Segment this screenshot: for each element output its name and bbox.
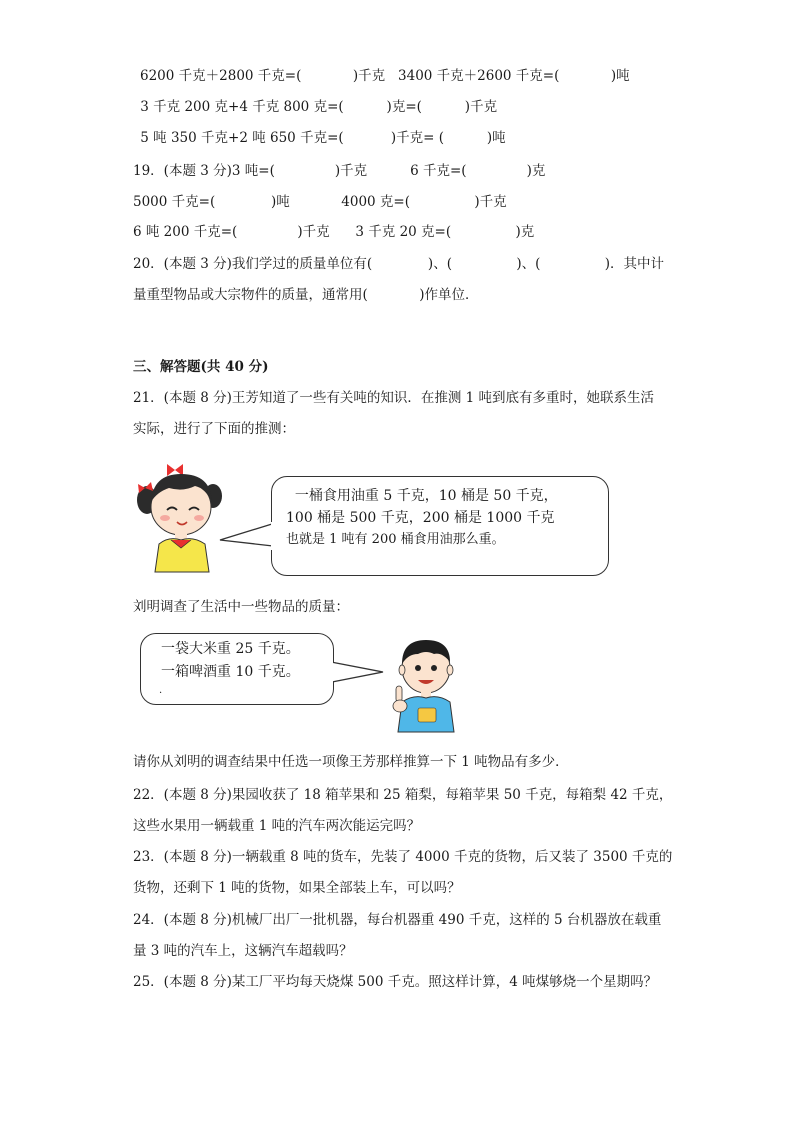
question-21-line: 实际，进行了下面的推测： xyxy=(133,421,295,437)
question-23-line: 货物，还剩下 1 吨的货物，如果全部装上车，可以吗？ xyxy=(133,880,461,896)
exercise-line: 3 千克 200 克+4 千克 800 克=( )克=( )千克 xyxy=(136,99,498,115)
question-24: 24．(本题 8 分)机械厂出厂一批机器，每台机器重 490 千克，这样的 5 台机器放在载重 xyxy=(133,912,662,928)
question-21: 21．(本题 8 分)王芳知道了一些有关吨的知识．在推测 1 吨到底有多重时，她联系生活 xyxy=(133,390,655,406)
question-24-line: 量 3 吨的汽车上，这辆汽车超载吗？ xyxy=(133,943,353,959)
bubble-text: 一袋大米重 25 千克。 xyxy=(161,641,300,657)
bubble-text: 一桶食用油重 5 千克，10 桶是 50 千克， xyxy=(286,488,558,504)
question-20: 20．(本题 3 分)我们学过的质量单位有( )、( )、( )．其中计 xyxy=(133,256,665,272)
bubble-pointer xyxy=(329,660,389,690)
liuming-intro: 刘明调查了生活中一些物品的质量： xyxy=(133,599,349,615)
girl-illustration xyxy=(135,462,225,572)
bubble-text: 100 桶是 500 千克，200 桶是 1000 千克 xyxy=(286,510,555,526)
bubble-text: . xyxy=(159,685,163,696)
boy-illustration xyxy=(390,632,460,732)
exercise-line: 5 吨 350 千克+2 吨 650 千克=( )千克= ( )吨 xyxy=(136,130,506,146)
section-title: 三、解答题(共 40 分) xyxy=(133,359,269,375)
speech-bubble-wangfang xyxy=(271,476,609,576)
bubble-text: 一箱啤酒重 10 千克。 xyxy=(161,664,300,680)
question-19-line: 5000 千克=( )吨 4000 克=( )千克 xyxy=(133,194,507,210)
question-23: 23．(本题 8 分)一辆载重 8 吨的货车，先装了 4000 千克的货物，后又装了 3500 千克的 xyxy=(133,849,673,865)
question-20-line: 量重型物品或大宗物件的质量，通常用( )作单位． xyxy=(133,287,479,303)
question-19-line: 6 吨 200 千克=( )千克 3 千克 20 克=( )克 xyxy=(133,224,535,240)
question-19: 19．(本题 3 分)3 吨=( )千克 6 千克=( )克 xyxy=(133,163,546,179)
question-22: 22．(本题 8 分)果园收获了 18 箱苹果和 25 箱梨，每箱苹果 50 千克，每箱梨 42 千克， xyxy=(133,787,673,803)
question-25: 25．(本题 8 分)某工厂平均每天烧煤 500 千克。照这样计算，4 吨煤够烧一个星期吗？ xyxy=(133,974,658,990)
bubble-text: 也就是 1 吨有 200 桶食用油那么重。 xyxy=(286,532,505,547)
exercise-line: 6200 千克＋2800 千克=( )千克 3400 千克＋2600 千克=( )吨 xyxy=(140,68,630,84)
question-21-ask: 请你从刘明的调查结果中任选一项像王芳那样推算一下 1 吨物品有多少． xyxy=(133,754,569,770)
speech-bubble-liuming xyxy=(140,633,334,705)
bubble-pointer xyxy=(218,522,278,552)
question-22-line: 这些水果用一辆载重 1 吨的汽车两次能运完吗？ xyxy=(133,818,421,834)
